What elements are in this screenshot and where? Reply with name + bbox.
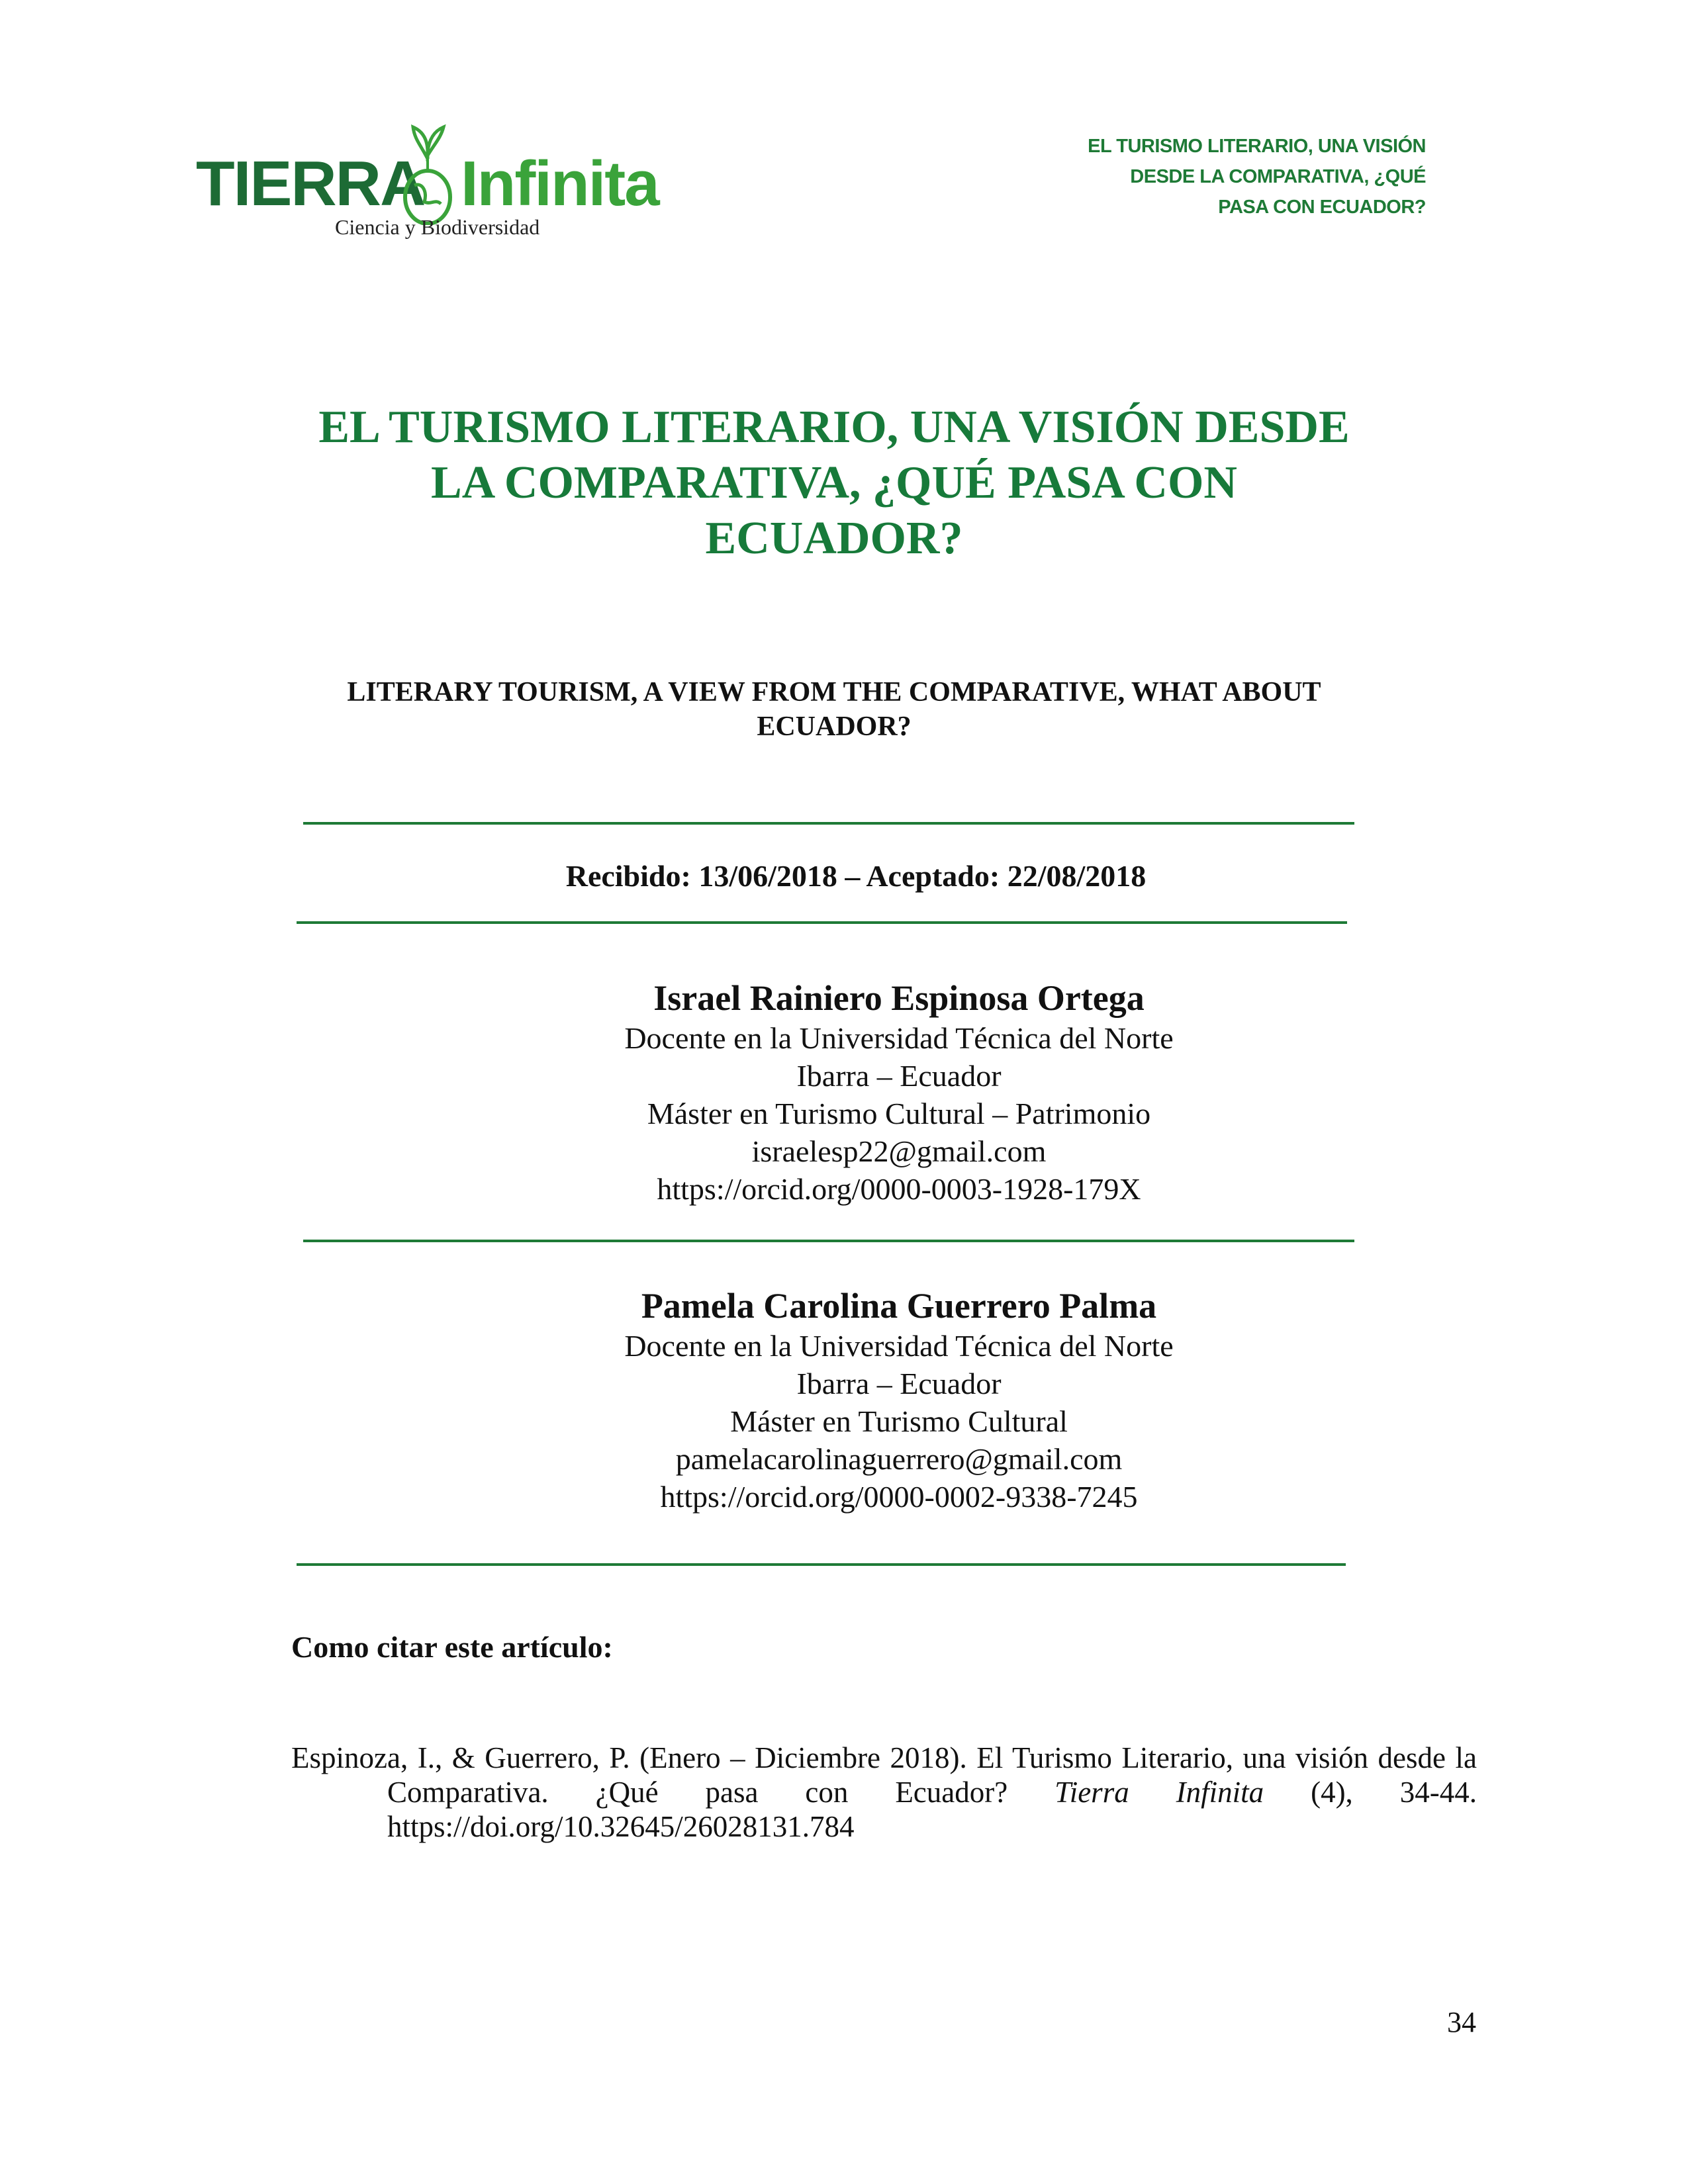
english-title bbox=[278, 675, 1390, 744]
divider bbox=[297, 921, 1347, 924]
author-orcid[interactable]: https://orcid.org/0000-0002-9338-7245 bbox=[660, 1480, 1138, 1514]
author-location: Ibarra – Ecuador bbox=[796, 1059, 1002, 1093]
received-accepted-dates: Recibido: 13/06/2018 – Aceptado: 22/08/2018 bbox=[565, 859, 1147, 893]
title-line: EL TURISMO LITERARIO, UNA VISIÓN DESDE bbox=[318, 402, 1350, 453]
author-email[interactable]: israelesp22@gmail.com bbox=[751, 1134, 1047, 1168]
divider bbox=[297, 1563, 1346, 1566]
author-name: Pamela Carolina Guerrero Palma bbox=[641, 1286, 1157, 1326]
author-position: Docente en la Universidad Técnica del Norte bbox=[624, 1329, 1174, 1363]
citation-journal: Tierra Infinita bbox=[1055, 1776, 1264, 1809]
author-location: Ibarra – Ecuador bbox=[796, 1367, 1002, 1400]
author-orcid[interactable]: https://orcid.org/0000-0003-1928-179X bbox=[657, 1172, 1141, 1206]
logo-word-tierra: TIERRA bbox=[196, 148, 425, 219]
author-email[interactable]: pamelacarolinaguerrero@gmail.com bbox=[675, 1442, 1123, 1476]
subtitle-line: LITERARY TOURISM, A VIEW FROM THE COMPARATIVE, WHAT ABOUT bbox=[347, 677, 1321, 707]
author-position: Docente en la Universidad Técnica del Norte bbox=[624, 1021, 1174, 1055]
title-line: LA COMPARATIVA, ¿QUÉ PASA CON bbox=[431, 457, 1237, 508]
running-title-line: DESDE LA COMPARATIVA, ¿QUÉ bbox=[1130, 166, 1426, 187]
citation-heading: Como citar este artículo: bbox=[291, 1630, 613, 1664]
citation-text bbox=[291, 1741, 1477, 1844]
citation-tail: (4), 34-44. https://doi.org/10.32645/26028131.784 bbox=[387, 1776, 1477, 1843]
subtitle-line: ECUADOR? bbox=[757, 711, 912, 742]
author-degree: Máster en Turismo Cultural – Patrimonio bbox=[647, 1097, 1151, 1130]
title-line: ECUADOR? bbox=[705, 513, 963, 564]
page-number: 34 bbox=[1447, 2006, 1476, 2038]
logo-tagline: Ciencia y Biodiversidad bbox=[335, 215, 540, 239]
article-title bbox=[265, 400, 1403, 567]
author-block bbox=[436, 977, 1362, 1208]
running-title-line: EL TURISMO LITERARIO, UNA VISIÓN bbox=[1088, 136, 1426, 157]
logo-word-infinita: Infinita bbox=[461, 148, 659, 219]
divider bbox=[303, 822, 1354, 825]
running-title bbox=[962, 131, 1426, 222]
citation-main: Espinoza, I., & Guerrero, P. (Enero – Diciembre 2018). El Turismo Literario, una visión desde la Comparativa. ¿Qué pasa con Ecuador? bbox=[291, 1741, 1477, 1809]
author-name: Israel Rainiero Espinosa Ortega bbox=[653, 978, 1145, 1018]
author-degree: Máster en Turismo Cultural bbox=[730, 1404, 1068, 1438]
journal-logo bbox=[196, 119, 699, 245]
divider bbox=[303, 1240, 1354, 1242]
author-block bbox=[436, 1285, 1362, 1516]
running-title-line: PASA CON ECUADOR? bbox=[1218, 197, 1426, 218]
sprout-globe-icon bbox=[395, 119, 461, 225]
